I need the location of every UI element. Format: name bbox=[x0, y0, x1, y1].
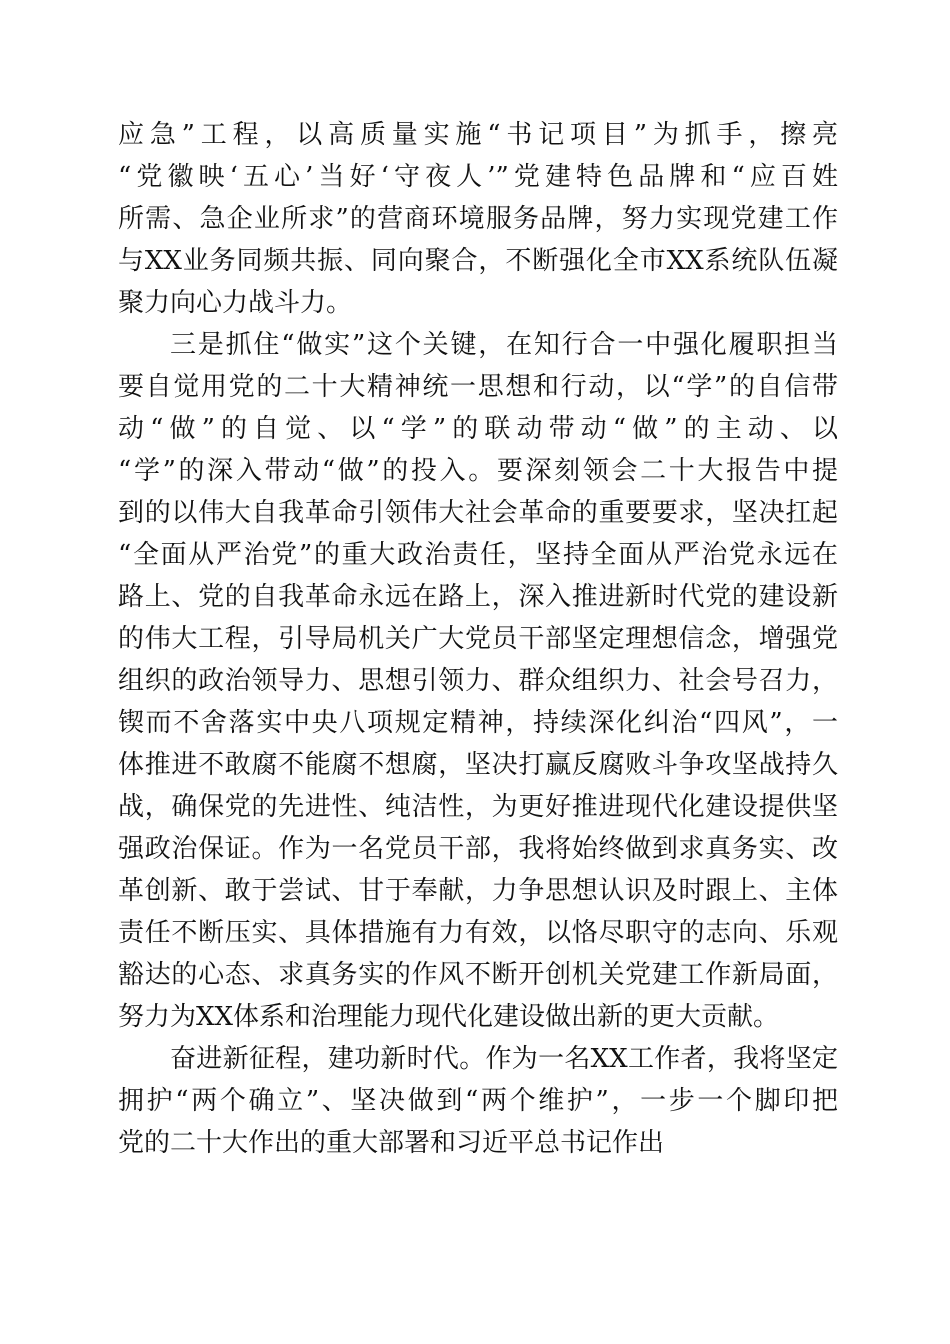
paragraph-2-line-11: 体推进不敢腐不能腐不想腐，坚决打赢反腐败斗争攻坚战持久 bbox=[118, 750, 838, 780]
paragraph-2-line-1: 三是抓住“做实”这个关键，在知行合一中强化履职担当 bbox=[170, 330, 838, 360]
paragraph-2-line-4: “学”的深入带动“做”的投入。要深刻领会二十大报告中提 bbox=[118, 456, 838, 486]
paragraph-1-line-4: 与XX业务同频共振、同向聚合，不断强化全市XX系统队伍凝 bbox=[118, 246, 838, 276]
paragraph-2-line-3: 动“做”的自觉、以“学”的联动带动“做”的主动、以 bbox=[118, 414, 838, 444]
paragraph-2-line-2: 要自觉用党的二十大精神统一思想和行动，以“学”的自信带 bbox=[118, 372, 838, 402]
paragraph-2-line-14: 革创新、敢于尝试、甘于奉献，力争思想认识及时跟上、主体 bbox=[118, 876, 838, 906]
paragraph-2-line-13: 强政治保证。作为一名党员干部，我将始终做到求真务实、改 bbox=[118, 834, 838, 864]
paragraph-2-line-15: 责任不断压实、具体措施有力有效，以恪尽职守的志向、乐观 bbox=[118, 918, 838, 948]
paragraph-2-line-6: “全面从严治党”的重大政治责任，坚持全面从严治党永远在 bbox=[118, 540, 838, 570]
paragraph-1-line-3: 所需、急企业所求”的营商环境服务品牌，努力实现党建工作 bbox=[118, 204, 838, 234]
paragraph-3-line-1: 奋进新征程，建功新时代。作为一名XX工作者，我将坚定 bbox=[170, 1044, 838, 1074]
paragraph-3-line-3: 党的二十大作出的重大部署和习近平总书记作出 bbox=[118, 1128, 665, 1158]
paragraph-1-line-2: “党徽映‘五心’当好‘守夜人’”党建特色品牌和“应百姓 bbox=[118, 162, 838, 192]
paragraph-1-line-5: 聚力向心力战斗力。 bbox=[118, 288, 353, 318]
paragraph-2-line-16: 豁达的心态、求真务实的作风不断开创机关党建工作新局面， bbox=[118, 960, 838, 990]
paragraph-2-line-7: 路上、党的自我革命永远在路上，深入推进新时代党的建设新 bbox=[118, 582, 838, 612]
paragraph-2-line-8: 的伟大工程，引导局机关广大党员干部坚定理想信念，增强党 bbox=[118, 624, 838, 654]
paragraph-3-line-2: 拥护“两个确立”、坚决做到“两个维护”，一步一个脚印把 bbox=[118, 1086, 838, 1116]
paragraph-2-line-12: 战，确保党的先进性、纯洁性，为更好推进现代化建设提供坚 bbox=[118, 792, 838, 822]
document-body bbox=[118, 114, 838, 1164]
paragraph-2-line-9: 组织的政治领导力、思想引领力、群众组织力、社会号召力， bbox=[118, 666, 838, 696]
paragraph-2-line-17: 努力为XX体系和治理能力现代化建设做出新的更大贡献。 bbox=[118, 1002, 780, 1032]
paragraph-2-line-10: 锲而不舍落实中央八项规定精神，持续深化纠治“四风”，一 bbox=[118, 708, 838, 738]
paragraph-1-line-1: 应急”工程，以高质量实施“书记项目”为抓手，擦亮 bbox=[118, 120, 838, 150]
paragraph-2-line-5: 到的以伟大自我革命引领伟大社会革命的重要要求，坚决扛起 bbox=[118, 498, 838, 528]
